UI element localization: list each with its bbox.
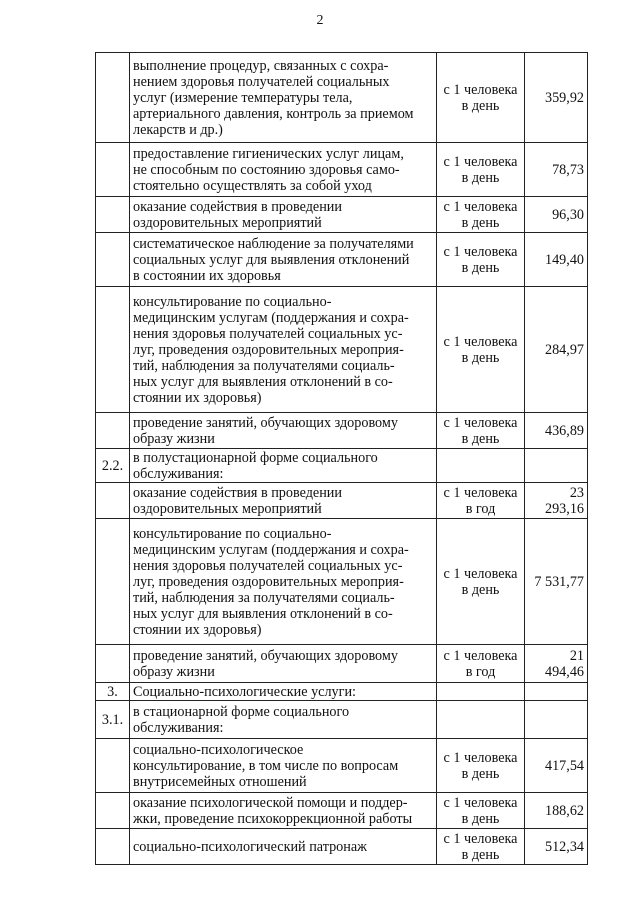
row-number — [96, 645, 130, 683]
unit-of-measure: с 1 человека в год — [437, 645, 525, 683]
service-description: оказание психологической помощи и поддер- жки, проведение психокоррекционной работы — [130, 793, 437, 829]
tariff-price: 512,34 — [525, 829, 588, 865]
row-number — [96, 483, 130, 519]
row-number: 3. — [96, 683, 130, 701]
service-description: консультирование по социально- медицинским услугам (поддержания и сохра- нения здоровья получателей социальных ус- луг, проведения оздоровительных мероприя- тий, наблюдения за получателями социаль- ных услуг для выявления отклонений в со- стоянии их здоровья) — [130, 287, 437, 413]
unit-of-measure: с 1 человека в день — [437, 413, 525, 449]
row-number — [96, 519, 130, 645]
table-row — [96, 645, 588, 683]
table-row — [96, 143, 588, 197]
row-number — [96, 287, 130, 413]
row-number: 2.2. — [96, 449, 130, 483]
service-description: проведение занятий, обучающих здоровому образу жизни — [130, 645, 437, 683]
service-description: Социально-психологические услуги: — [130, 683, 437, 701]
service-description: систематическое наблюдение за получателями социальных услуг для выявления отклонений в состоянии их здоровья — [130, 233, 437, 287]
row-number — [96, 233, 130, 287]
tariff-price: 149,40 — [525, 233, 588, 287]
table-row — [96, 793, 588, 829]
unit-of-measure: с 1 человека в день — [437, 233, 525, 287]
table-row — [96, 483, 588, 519]
tariff-price: 96,30 — [525, 197, 588, 233]
service-description: оказание содействия в проведении оздоровительных мероприятий — [130, 197, 437, 233]
service-description: предоставление гигиенических услуг лицам, не способным по состоянию здоровья само- стоятельно осуществлять за собой уход — [130, 143, 437, 197]
row-number: 3.1. — [96, 701, 130, 739]
table-row — [96, 739, 588, 793]
service-description: в стационарной форме социального обслуживания: — [130, 701, 437, 739]
tariff-price: 417,54 — [525, 739, 588, 793]
service-description: проведение занятий, обучающих здоровому образу жизни — [130, 413, 437, 449]
tariff-price: 436,89 — [525, 413, 588, 449]
row-number — [96, 53, 130, 143]
tariff-price: 21 494,46 — [525, 645, 588, 683]
tariff-price — [525, 683, 588, 701]
unit-of-measure: с 1 человека в день — [437, 53, 525, 143]
unit-of-measure: с 1 человека в день — [437, 143, 525, 197]
row-number — [96, 829, 130, 865]
service-description: выполнение процедур, связанных с сохра- нением здоровья получателей социальных услуг (измерение температуры тела, артериального давления, контроль за приемом лекарств и др.) — [130, 53, 437, 143]
table-row — [96, 413, 588, 449]
table-row — [96, 449, 588, 483]
service-description: социально-психологический патронаж — [130, 829, 437, 865]
table-row — [96, 701, 588, 739]
page-number: 2 — [316, 13, 324, 28]
table-row — [96, 519, 588, 645]
service-description: консультирование по социально- медицинским услугам (поддержания и сохра- нения здоровья получателей социальных ус- луг, проведения оздоровительных мероприя- тий, наблюдения за получателями социаль- ных услуг для выявления отклонений в со- стоянии их здоровья) — [130, 519, 437, 645]
unit-of-measure: с 1 человека в день — [437, 793, 525, 829]
unit-of-measure: с 1 человека в день — [437, 829, 525, 865]
tariff-price: 78,73 — [525, 143, 588, 197]
service-description: в полустационарной форме социального обслуживания: — [130, 449, 437, 483]
tariff-price: 359,92 — [525, 53, 588, 143]
unit-of-measure — [437, 701, 525, 739]
unit-of-measure: с 1 человека в день — [437, 287, 525, 413]
unit-of-measure: с 1 человека в день — [437, 519, 525, 645]
service-description: социально-психологическое консультирование, в том числе по вопросам внутрисемейных отношений — [130, 739, 437, 793]
table-row — [96, 53, 588, 143]
row-number — [96, 143, 130, 197]
tariff-price: 7 531,77 — [525, 519, 588, 645]
unit-of-measure — [437, 449, 525, 483]
row-number — [96, 197, 130, 233]
tariff-price: 284,97 — [525, 287, 588, 413]
table-row — [96, 233, 588, 287]
row-number — [96, 793, 130, 829]
row-number — [96, 739, 130, 793]
tariff-price: 23 293,16 — [525, 483, 588, 519]
tariff-price — [525, 701, 588, 739]
tariff-price: 188,62 — [525, 793, 588, 829]
tariff-price — [525, 449, 588, 483]
row-number — [96, 413, 130, 449]
unit-of-measure: с 1 человека в день — [437, 197, 525, 233]
tariff-table — [95, 52, 588, 865]
table-row — [96, 829, 588, 865]
table-row — [96, 197, 588, 233]
table-row — [96, 287, 588, 413]
unit-of-measure: с 1 человека в год — [437, 483, 525, 519]
service-description: оказание содействия в проведении оздоровительных мероприятий — [130, 483, 437, 519]
unit-of-measure: с 1 человека в день — [437, 739, 525, 793]
unit-of-measure — [437, 683, 525, 701]
table-row — [96, 683, 588, 701]
